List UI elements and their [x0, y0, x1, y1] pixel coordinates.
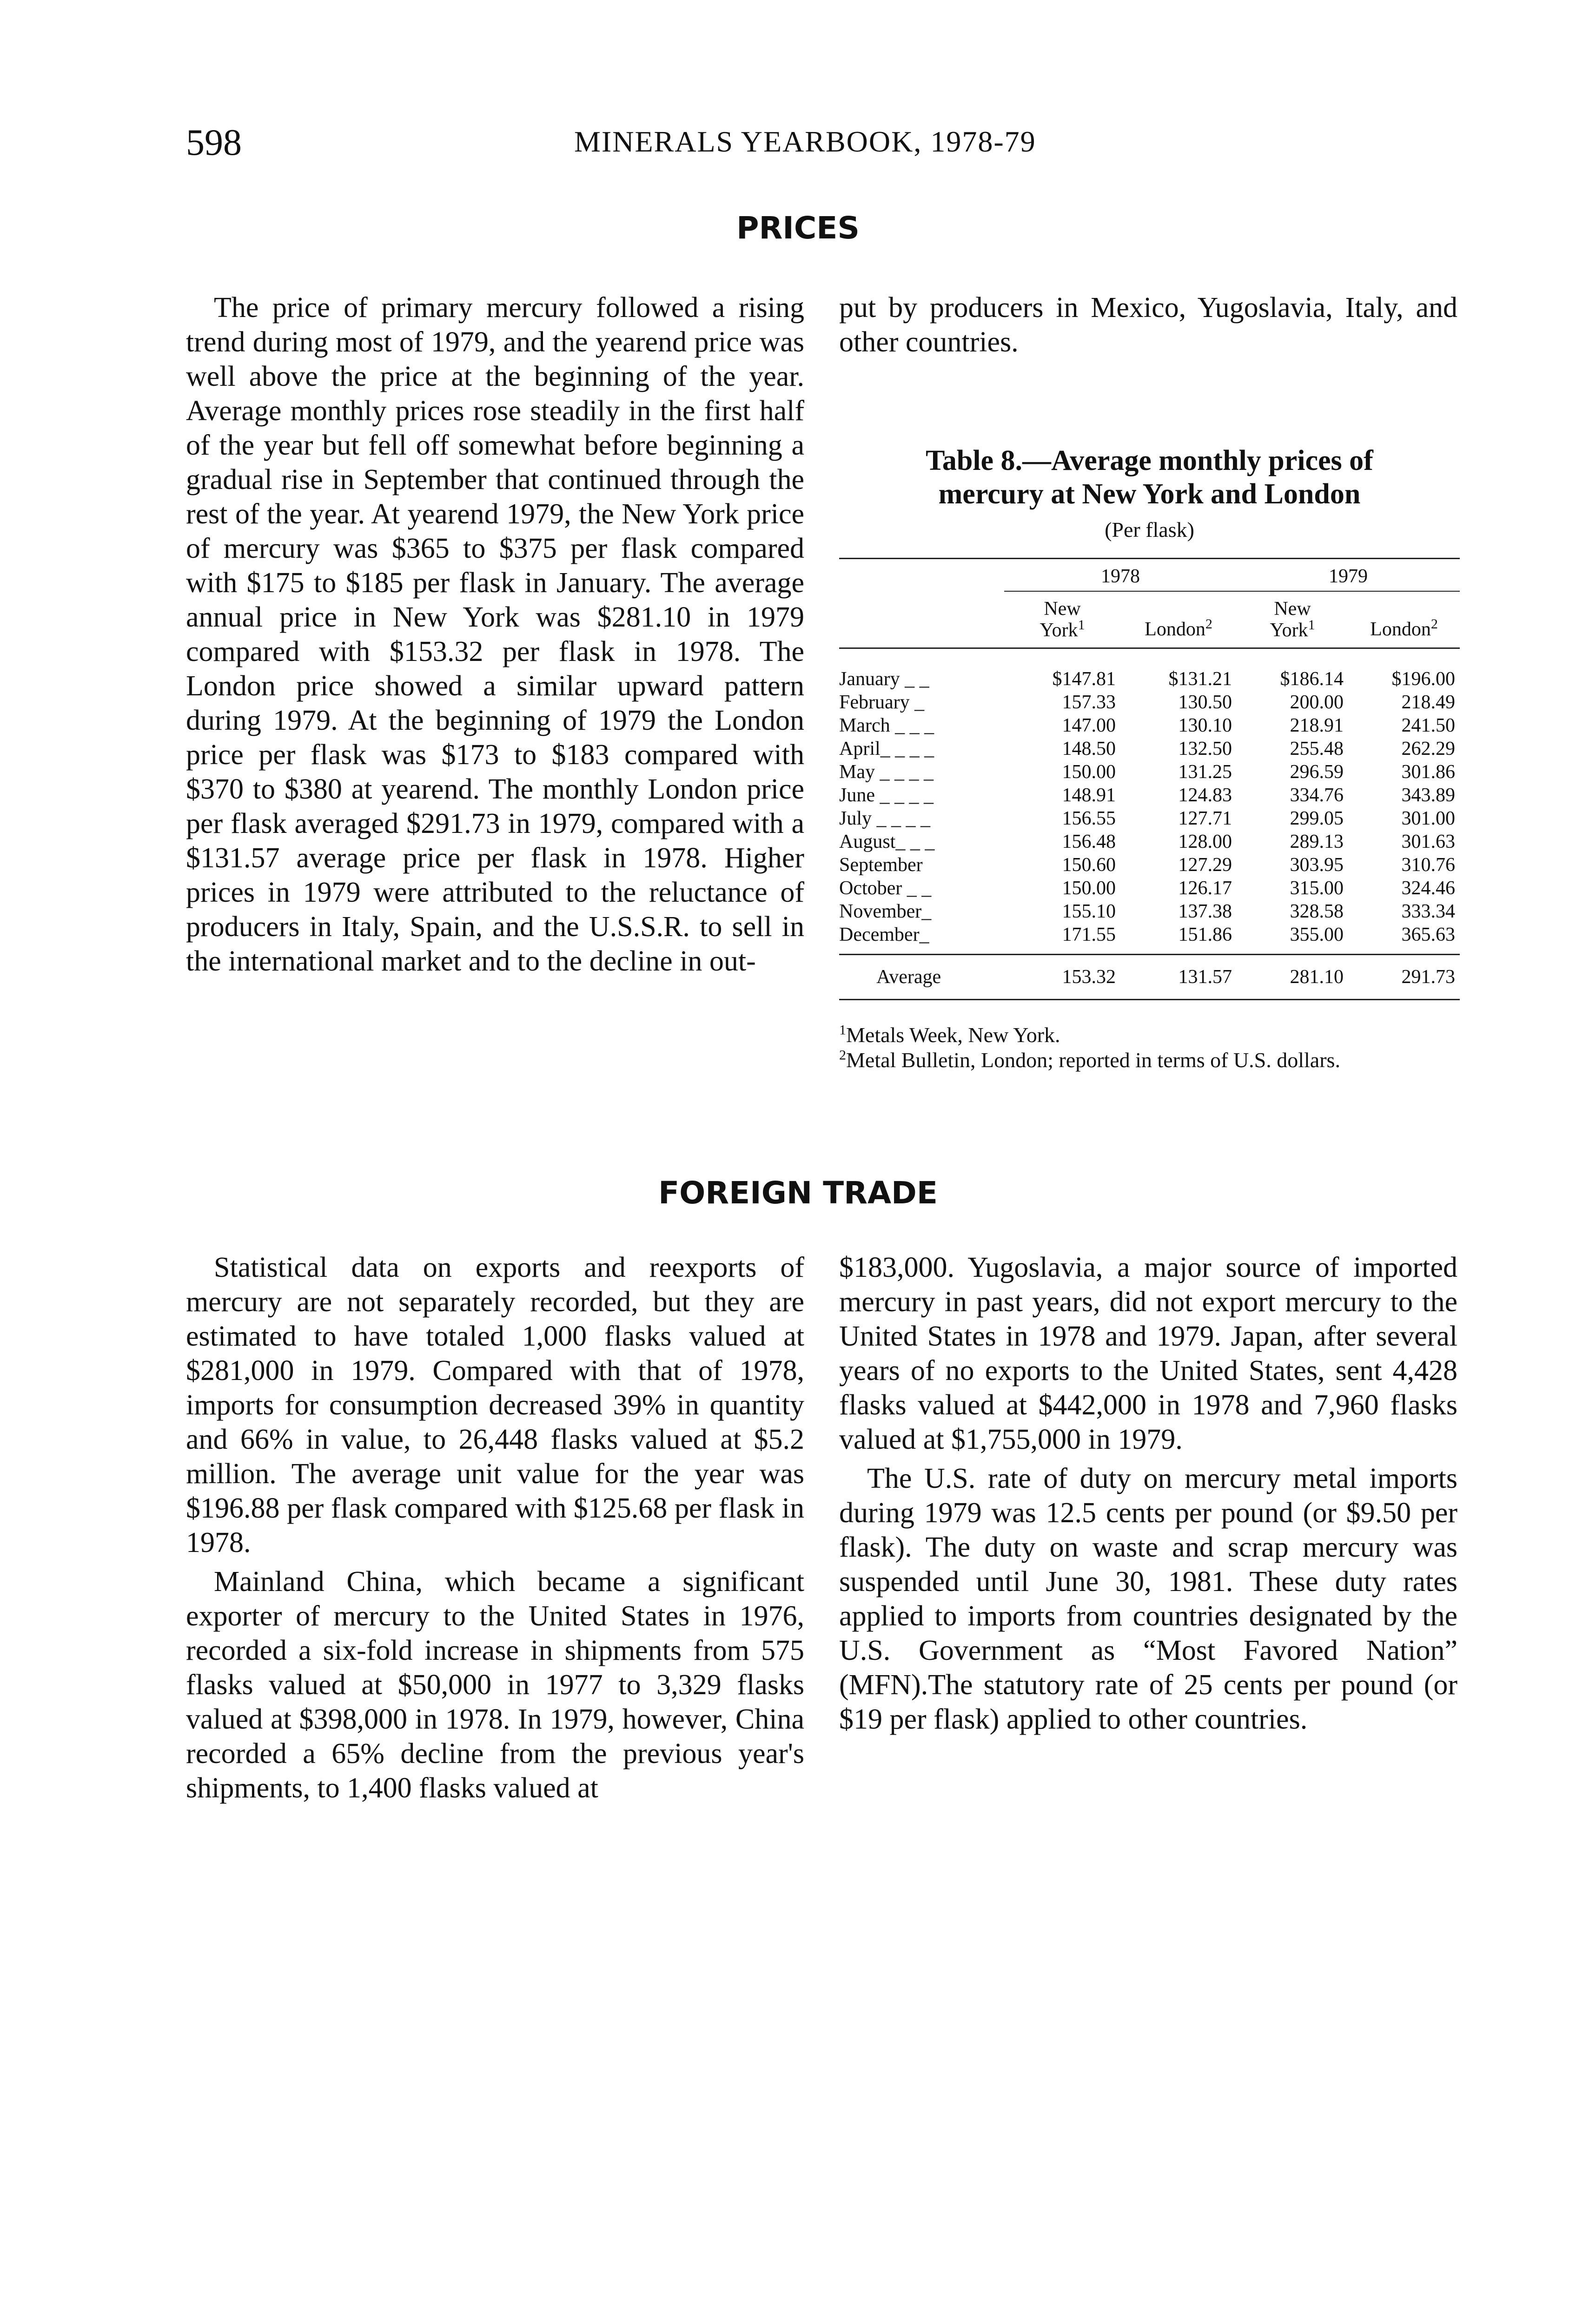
- london-1978-cell: $131.21: [1168, 668, 1232, 690]
- london-1979-cell: 262.29: [1401, 738, 1455, 759]
- month-cell: July _ _ _ _: [839, 808, 931, 829]
- table-row: [839, 877, 1460, 900]
- ny-1979-cell: 296.59: [1290, 761, 1344, 783]
- col-london-1978: [1120, 591, 1237, 648]
- mercury-price-table: [839, 558, 1460, 1000]
- footnote-2-marker: 2: [839, 1047, 846, 1063]
- ny-1979-cell: 355.00: [1290, 924, 1344, 945]
- ny-1978-cell: 156.55: [1062, 808, 1116, 829]
- average-ny-1979: 281.10: [1290, 966, 1344, 988]
- table-row: [839, 691, 1460, 714]
- footnote-1-text: Metals Week, New York.: [846, 1023, 1060, 1047]
- year-1979-header: 1979: [1237, 559, 1460, 592]
- london-1978-cell: 132.50: [1178, 738, 1232, 759]
- table-caption: [839, 444, 1460, 511]
- footnote-2-text: Metal Bulletin, London; reported in terms of U.S. dollars.: [846, 1048, 1340, 1072]
- ny-1978-cell: 171.55: [1062, 924, 1116, 945]
- london-1979-cell: $196.00: [1391, 668, 1455, 690]
- foreign-trade-paragraph-2: Mainland China, which became a significant exporter of mercury to the United States in 1976, recorded a six-fold increase in shipments from 575 flasks valued at $50,000 in 1977 to 3,329 flasks valued at $398,000 in 1978. In 1979, however, China recorded a 65% decline from the previous year's shipments, to 1,400 flasks valued at: [186, 1566, 804, 1804]
- london-1978-cell: 151.86: [1178, 924, 1232, 945]
- month-cell: June _ _ _ _: [839, 785, 934, 806]
- footnote-2: [839, 1048, 1460, 1073]
- table-row: [839, 853, 1460, 877]
- table-row: [839, 807, 1460, 830]
- london-1978-cell: 131.25: [1178, 761, 1232, 783]
- foreign-trade-section-title: FOREIGN TRADE: [658, 1175, 938, 1211]
- table-row: [839, 648, 1460, 691]
- average-london-1979: 291.73: [1401, 966, 1455, 988]
- london-1979-cell: 301.63: [1401, 831, 1455, 852]
- col-label-new: New: [1274, 598, 1311, 620]
- footnote-1: [839, 1023, 1460, 1048]
- prices-paragraph-left: The price of primary mercury followed a rising trend during most of 1979, and the yearend price was well above the price at the beginning of the year. Average monthly prices rose steadily in the first half of the year but fell off somewhat before beginning a gradual rise in September that continued through the rest of the year. At yearend 1979, the New York price of mercury was $365 to $375 per flask compared with $175 to $185 per flask in January. The average annual price in New York was $281.10 in 1979 compared with $153.32 per flask in 1978. The London price showed a similar upward pattern during 1979. At the beginning of 1979 the London price per flask was $173 to $183 compared with $370 to $380 at yearend. The monthly London price per flask averaged $291.73 in 1979, compared with a $131.57 average price per flask in 1978. Higher prices in 1979 were attributed to the reluctance of producers in Italy, Spain, and the U.S.S.R. to sell in the international market and to the decline in out-: [186, 292, 804, 977]
- london-1979-cell: 218.49: [1401, 692, 1455, 713]
- prices-paragraph-right: put by producers in Mexico, Yugoslavia, Italy, and other countries.: [839, 292, 1457, 358]
- month-cell: August_ _ _: [839, 831, 935, 852]
- london-1978-cell: 128.00: [1178, 831, 1232, 852]
- footnote-marker-1: 1: [1078, 617, 1085, 633]
- london-1979-cell: 324.46: [1401, 878, 1455, 899]
- col-label-new: New: [1044, 598, 1081, 620]
- table-row: [839, 737, 1460, 760]
- ny-1978-cell: 148.91: [1062, 785, 1116, 806]
- foreign-trade-right-column: [839, 1250, 1457, 1736]
- col-new-york-1979: [1237, 591, 1348, 648]
- ny-1979-cell: $186.14: [1280, 668, 1344, 690]
- table-row: [839, 923, 1460, 955]
- table-footnotes: [839, 1023, 1460, 1073]
- ny-1978-cell: 157.33: [1062, 692, 1116, 713]
- ny-1978-cell: 150.60: [1062, 854, 1116, 876]
- month-cell: November_: [839, 901, 932, 922]
- ny-1978-cell: $147.81: [1052, 668, 1116, 690]
- london-1978-cell: 130.10: [1178, 715, 1232, 736]
- average-london-1978: 131.57: [1178, 966, 1232, 988]
- col-label-london: London: [1370, 619, 1431, 640]
- table-row: [839, 760, 1460, 784]
- table-row: [839, 714, 1460, 737]
- footnote-1-marker: 1: [839, 1022, 846, 1038]
- london-1978-cell: 130.50: [1178, 692, 1232, 713]
- average-ny-1978: 153.32: [1062, 966, 1116, 988]
- ny-1978-cell: 147.00: [1062, 715, 1116, 736]
- london-1979-cell: 310.76: [1401, 854, 1455, 876]
- table-body: [839, 648, 1460, 955]
- foreign-trade-paragraph-4: The U.S. rate of duty on mercury metal imports during 1979 was 12.5 cents per pound (or $9.50 per flask). The duty on waste and scrap mercury was suspended until June 30, 1981. These duty rates applied to imports from countries designated by the U.S. Government as “Most Favored Nation” (MFN).The statutory rate of 25 cents per pound (or $19 per flask) applied to other countries.: [839, 1463, 1457, 1735]
- ny-1978-cell: 156.48: [1062, 831, 1116, 852]
- ny-1978-cell: 148.50: [1062, 738, 1116, 759]
- month-cell: May _ _ _ _: [839, 761, 934, 783]
- month-cell: September: [839, 854, 923, 876]
- col-london-1979: [1348, 591, 1460, 648]
- footnote-marker-2: 2: [1205, 616, 1212, 632]
- table-year-header-row: [839, 559, 1460, 592]
- month-cell: April_ _ _ _: [839, 738, 934, 759]
- london-1978-cell: 127.71: [1178, 808, 1232, 829]
- month-cell: October _ _: [839, 878, 932, 899]
- footnote-marker-2: 2: [1430, 616, 1438, 632]
- year-1978-header: 1978: [1004, 559, 1237, 592]
- ny-1979-cell: 299.05: [1290, 808, 1344, 829]
- month-cell: January _ _: [839, 668, 929, 690]
- london-1979-cell: 333.34: [1401, 901, 1455, 922]
- ny-1979-cell: 218.91: [1290, 715, 1344, 736]
- col-label-york: York: [1040, 620, 1078, 641]
- table-caption-line-2: mercury at New York and London: [938, 478, 1361, 510]
- average-label: Average: [876, 966, 941, 988]
- month-cell: February _: [839, 692, 925, 713]
- london-1978-cell: 137.38: [1178, 901, 1232, 922]
- foreign-trade-left-column: [186, 1250, 804, 1805]
- table-average-row: [839, 955, 1460, 1000]
- month-cell: March _ _ _: [839, 715, 934, 736]
- table-subcaption: (Per flask): [1105, 518, 1194, 541]
- table-row: [839, 830, 1460, 853]
- london-1978-cell: 127.29: [1178, 854, 1232, 876]
- table-caption-line-1: Table 8.—Average monthly prices of: [926, 445, 1373, 476]
- ny-1978-cell: 155.10: [1062, 901, 1116, 922]
- prices-section-title: PRICES: [736, 210, 860, 246]
- table-column-header-row: [839, 591, 1460, 648]
- london-1979-cell: 365.63: [1401, 924, 1455, 945]
- running-head: MINERALS YEARBOOK, 1978-79: [574, 125, 1036, 158]
- footnote-marker-1: 1: [1308, 617, 1315, 633]
- ny-1979-cell: 255.48: [1290, 738, 1344, 759]
- ny-1979-cell: 328.58: [1290, 901, 1344, 922]
- ny-1979-cell: 200.00: [1290, 692, 1344, 713]
- london-1979-cell: 301.86: [1401, 761, 1455, 783]
- london-1979-cell: 301.00: [1401, 808, 1455, 829]
- ny-1979-cell: 289.13: [1290, 831, 1344, 852]
- page-number: 598: [186, 122, 242, 163]
- london-1979-cell: 343.89: [1401, 785, 1455, 806]
- col-label-london: London: [1145, 619, 1205, 640]
- month-cell: December_: [839, 924, 929, 945]
- table-row: [839, 900, 1460, 923]
- london-1978-cell: 126.17: [1178, 878, 1232, 899]
- ny-1978-cell: 150.00: [1062, 761, 1116, 783]
- col-label-york: York: [1270, 620, 1308, 641]
- col-new-york-1978: [1004, 591, 1120, 648]
- foreign-trade-paragraph-3: $183,000. Yugoslavia, a major source of imported mercury in past years, did not export mercury to the United States in 1978 and 1979. Japan, after several years of no exports to the United States, sent 4,428 flasks valued at $442,000 in 1978 and 7,960 flasks valued at $1,755,000 in 1979.: [839, 1252, 1457, 1455]
- ny-1979-cell: 315.00: [1290, 878, 1344, 899]
- london-1978-cell: 124.83: [1178, 785, 1232, 806]
- ny-1979-cell: 303.95: [1290, 854, 1344, 876]
- foreign-trade-paragraph-1: Statistical data on exports and reexports of mercury are not separately recorded, but they are estimated to have totaled 1,000 flasks valued at $281,000 in 1979. Compared with that of 1978, imports for consumption decreased 39% in quantity and 66% in value, to 26,448 flasks valued at $5.2 million. The average unit value for the year was $196.88 per flask compared with $125.68 per flask in 1978.: [186, 1252, 804, 1558]
- london-1979-cell: 241.50: [1401, 715, 1455, 736]
- ny-1978-cell: 150.00: [1062, 878, 1116, 899]
- table-row: [839, 784, 1460, 807]
- ny-1979-cell: 334.76: [1290, 785, 1344, 806]
- table-8: [839, 444, 1460, 1073]
